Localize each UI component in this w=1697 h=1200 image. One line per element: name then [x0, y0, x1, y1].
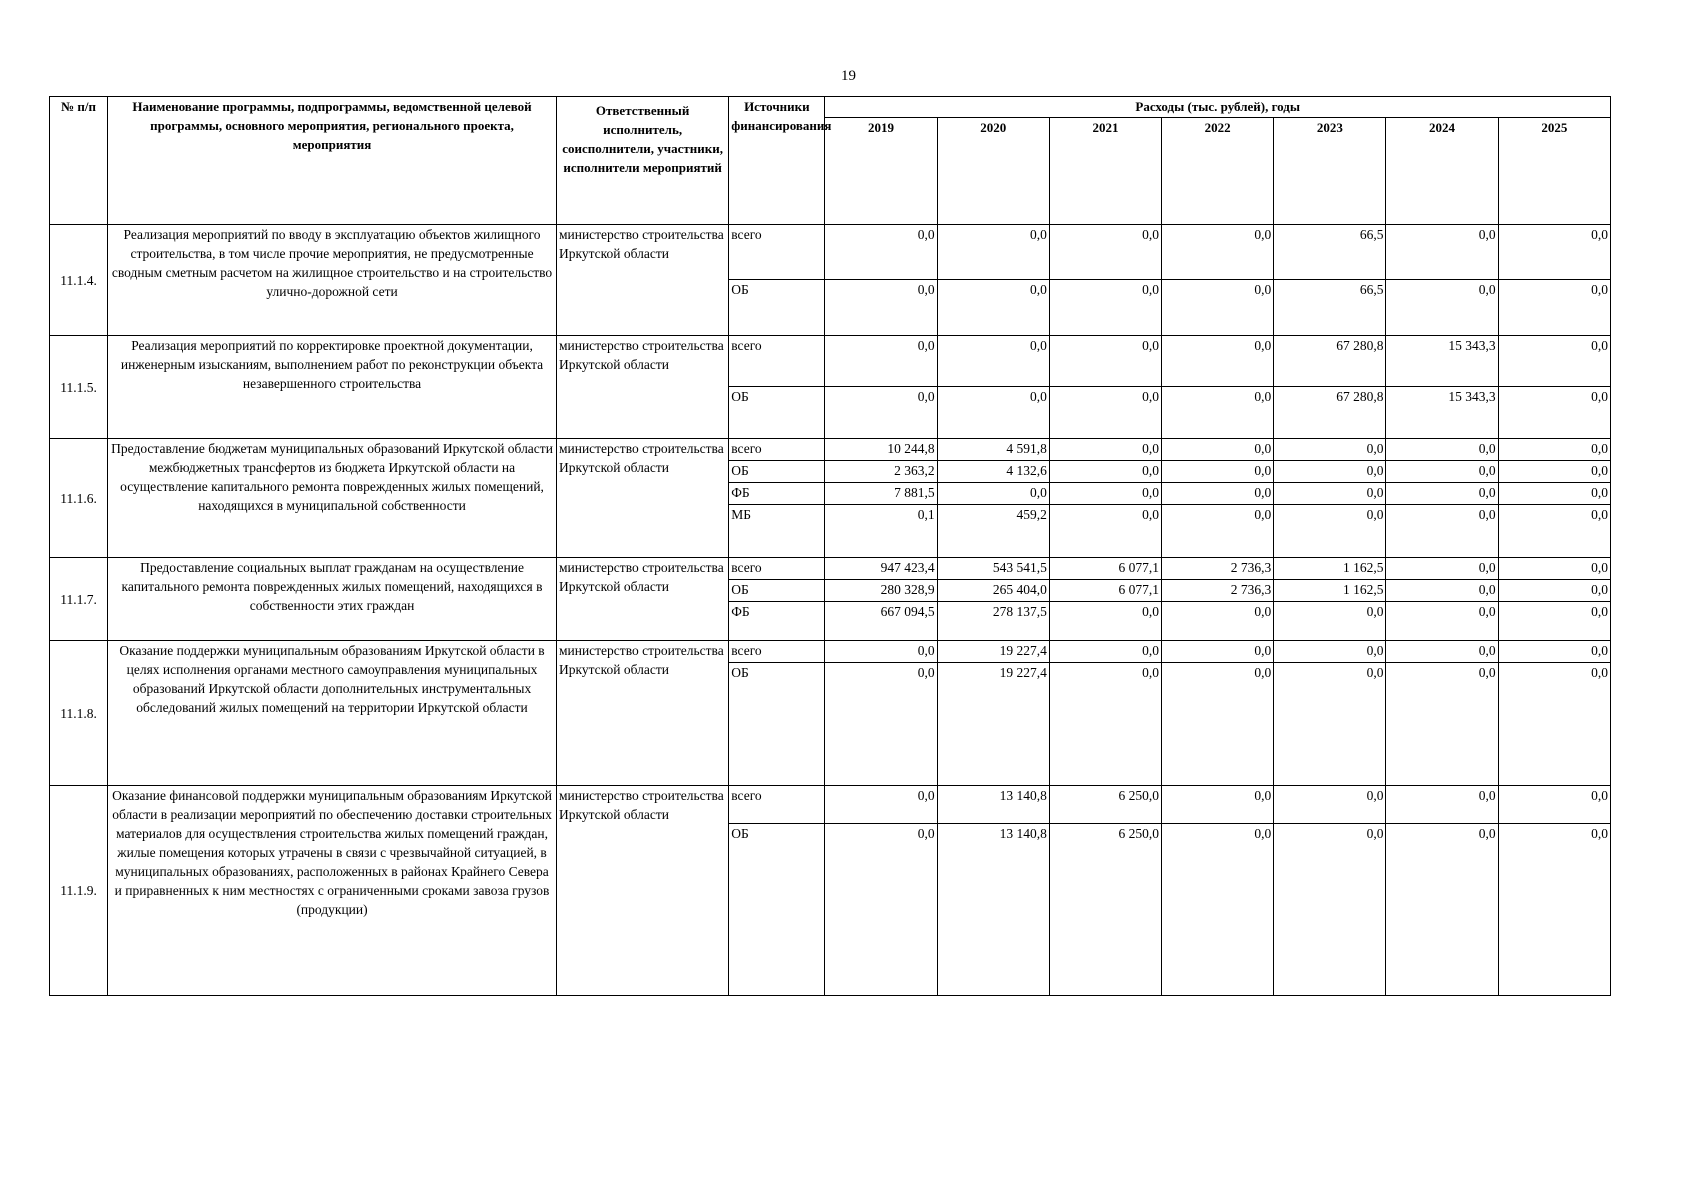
expense-value-2021: 0,0	[1049, 280, 1161, 336]
expense-value-2022: 0,0	[1162, 461, 1274, 483]
budget-table	[49, 96, 1611, 996]
funding-source: ОБ	[729, 387, 825, 439]
expense-value-2021: 0,0	[1049, 602, 1161, 641]
expense-value-2021: 6 077,1	[1049, 558, 1161, 580]
expense-value-2025: 0,0	[1498, 387, 1610, 439]
funding-source: ОБ	[729, 580, 825, 602]
expense-value-2022: 0,0	[1162, 483, 1274, 505]
header-year: 2019	[825, 118, 937, 225]
expense-value-2019: 2 363,2	[825, 461, 937, 483]
expense-value-2023: 1 162,5	[1274, 580, 1386, 602]
header-year: 2024	[1386, 118, 1498, 225]
expense-value-2022: 0,0	[1162, 641, 1274, 663]
expense-value-2023: 0,0	[1274, 505, 1386, 558]
header-name: Наименование программы, подпрограммы, ведомственной целевой программы, основного мероприятия, регионального проекта, мероприятия	[108, 97, 557, 225]
expense-value-2024: 0,0	[1386, 280, 1498, 336]
expense-value-2021: 6 250,0	[1049, 786, 1161, 824]
row-number: 11.1.8.	[50, 641, 108, 786]
expense-value-2022: 0,0	[1162, 225, 1274, 280]
expense-value-2025: 0,0	[1498, 663, 1610, 786]
activity-name: Оказание поддержки муниципальным образованиям Иркутской области в целях исполнения органами местного самоуправления муниципальных образований Иркутской области дополнительных инструментальных обследований жилых помещений на территории Иркутской области	[108, 641, 557, 786]
header-year: 2021	[1049, 118, 1161, 225]
executor: министерство строительства Иркутской области	[556, 225, 728, 336]
expense-value-2023: 0,0	[1274, 641, 1386, 663]
expense-value-2021: 0,0	[1049, 225, 1161, 280]
expense-value-2025: 0,0	[1498, 439, 1610, 461]
expense-value-2019: 7 881,5	[825, 483, 937, 505]
expense-value-2021: 6 250,0	[1049, 824, 1161, 996]
expense-value-2024: 0,0	[1386, 439, 1498, 461]
expense-value-2022: 0,0	[1162, 505, 1274, 558]
expense-value-2022: 0,0	[1162, 786, 1274, 824]
table-row	[50, 336, 1611, 387]
expense-value-2020: 13 140,8	[937, 824, 1049, 996]
funding-source: всего	[729, 558, 825, 580]
funding-source: ОБ	[729, 824, 825, 996]
expense-value-2022: 0,0	[1162, 280, 1274, 336]
expense-value-2019: 0,1	[825, 505, 937, 558]
expense-value-2024: 0,0	[1386, 580, 1498, 602]
expense-value-2020: 543 541,5	[937, 558, 1049, 580]
expense-value-2025: 0,0	[1498, 558, 1610, 580]
row-number: 11.1.9.	[50, 786, 108, 996]
expense-value-2019: 0,0	[825, 387, 937, 439]
expense-value-2025: 0,0	[1498, 280, 1610, 336]
expense-value-2022: 0,0	[1162, 336, 1274, 387]
expense-value-2025: 0,0	[1498, 602, 1610, 641]
row-number: 11.1.4.	[50, 225, 108, 336]
expense-value-2022: 2 736,3	[1162, 580, 1274, 602]
funding-source: ОБ	[729, 280, 825, 336]
expense-value-2019: 0,0	[825, 663, 937, 786]
expense-value-2019: 0,0	[825, 280, 937, 336]
expense-value-2022: 0,0	[1162, 824, 1274, 996]
expense-value-2025: 0,0	[1498, 786, 1610, 824]
expense-value-2020: 0,0	[937, 483, 1049, 505]
header-year: 2025	[1498, 118, 1610, 225]
expense-value-2023: 67 280,8	[1274, 336, 1386, 387]
activity-name: Реализация мероприятий по корректировке проектной документации, инженерным изысканиям, выполнением работ по реконструкции объекта незавершенного строительства	[108, 336, 557, 439]
expense-value-2025: 0,0	[1498, 580, 1610, 602]
funding-source: всего	[729, 641, 825, 663]
expense-value-2020: 0,0	[937, 336, 1049, 387]
executor: министерство строительства Иркутской области	[556, 439, 728, 558]
expense-value-2019: 280 328,9	[825, 580, 937, 602]
expense-value-2020: 4 591,8	[937, 439, 1049, 461]
expense-value-2024: 15 343,3	[1386, 387, 1498, 439]
expense-value-2024: 0,0	[1386, 602, 1498, 641]
expense-value-2022: 0,0	[1162, 663, 1274, 786]
table-row	[50, 439, 1611, 461]
expense-value-2024: 0,0	[1386, 483, 1498, 505]
expense-value-2024: 0,0	[1386, 225, 1498, 280]
expense-value-2022: 0,0	[1162, 387, 1274, 439]
funding-source: ФБ	[729, 602, 825, 641]
funding-source: ОБ	[729, 461, 825, 483]
funding-source: всего	[729, 786, 825, 824]
expense-value-2019: 0,0	[825, 336, 937, 387]
expense-value-2024: 0,0	[1386, 558, 1498, 580]
expense-value-2019: 947 423,4	[825, 558, 937, 580]
funding-source: ФБ	[729, 483, 825, 505]
expense-value-2022: 0,0	[1162, 602, 1274, 641]
expense-value-2021: 0,0	[1049, 387, 1161, 439]
expense-value-2023: 0,0	[1274, 439, 1386, 461]
funding-source: ОБ	[729, 663, 825, 786]
expense-value-2019: 667 094,5	[825, 602, 937, 641]
expense-value-2023: 67 280,8	[1274, 387, 1386, 439]
expense-value-2020: 0,0	[937, 225, 1049, 280]
expense-value-2020: 278 137,5	[937, 602, 1049, 641]
table-row	[50, 225, 1611, 280]
expense-value-2023: 0,0	[1274, 786, 1386, 824]
expense-value-2019: 0,0	[825, 225, 937, 280]
expense-value-2020: 13 140,8	[937, 786, 1049, 824]
expense-value-2021: 0,0	[1049, 483, 1161, 505]
activity-name: Реализация мероприятий по вводу в эксплуатацию объектов жилищного строительства, в том числе прочие мероприятия, не предусмотренные сводным сметным расчетом на жилищное строительство и на строительство улично-дорожной сети	[108, 225, 557, 336]
expense-value-2019: 0,0	[825, 824, 937, 996]
expense-value-2024: 0,0	[1386, 461, 1498, 483]
expense-value-2025: 0,0	[1498, 641, 1610, 663]
header-year: 2020	[937, 118, 1049, 225]
expense-value-2025: 0,0	[1498, 336, 1610, 387]
expense-value-2024: 0,0	[1386, 505, 1498, 558]
expense-value-2024: 0,0	[1386, 786, 1498, 824]
page-number: 19	[841, 68, 856, 84]
expense-value-2020: 459,2	[937, 505, 1049, 558]
table-body	[50, 225, 1611, 996]
row-number: 11.1.5.	[50, 336, 108, 439]
executor: министерство строительства Иркутской области	[556, 641, 728, 786]
expense-value-2020: 0,0	[937, 387, 1049, 439]
header-year: 2023	[1274, 118, 1386, 225]
expense-value-2021: 0,0	[1049, 505, 1161, 558]
funding-source: всего	[729, 439, 825, 461]
expense-value-2023: 66,5	[1274, 225, 1386, 280]
row-number: 11.1.7.	[50, 558, 108, 641]
funding-source: всего	[729, 336, 825, 387]
funding-source: всего	[729, 225, 825, 280]
expense-value-2025: 0,0	[1498, 225, 1610, 280]
expense-value-2024: 0,0	[1386, 641, 1498, 663]
funding-source: МБ	[729, 505, 825, 558]
expense-value-2024: 15 343,3	[1386, 336, 1498, 387]
expense-value-2025: 0,0	[1498, 505, 1610, 558]
table-row	[50, 641, 1611, 663]
expense-value-2022: 0,0	[1162, 439, 1274, 461]
expense-value-2021: 0,0	[1049, 641, 1161, 663]
header-year: 2022	[1162, 118, 1274, 225]
expense-value-2023: 66,5	[1274, 280, 1386, 336]
expense-value-2021: 0,0	[1049, 439, 1161, 461]
expense-value-2024: 0,0	[1386, 663, 1498, 786]
expense-value-2023: 0,0	[1274, 824, 1386, 996]
header-source: Источники финансирования	[729, 97, 825, 225]
table-row	[50, 786, 1611, 824]
expense-value-2019: 10 244,8	[825, 439, 937, 461]
executor: министерство строительства Иркутской области	[556, 558, 728, 641]
header-executor: Ответственный исполнитель, соисполнители, участники, исполнители мероприятий	[556, 97, 728, 225]
expense-value-2024: 0,0	[1386, 824, 1498, 996]
expense-value-2020: 0,0	[937, 280, 1049, 336]
expense-value-2020: 265 404,0	[937, 580, 1049, 602]
expense-value-2025: 0,0	[1498, 483, 1610, 505]
expense-value-2023: 0,0	[1274, 461, 1386, 483]
expense-value-2021: 0,0	[1049, 663, 1161, 786]
expense-value-2021: 6 077,1	[1049, 580, 1161, 602]
header-num: № п/п	[50, 97, 108, 225]
expense-value-2021: 0,0	[1049, 336, 1161, 387]
table-header	[50, 97, 1611, 225]
activity-name: Предоставление бюджетам муниципальных образований Иркутской области межбюджетных трансфертов из бюджета Иркутской области на осуществление капитального ремонта поврежденных жилых помещений, находящихся в муниципальной собственности	[108, 439, 557, 558]
expense-value-2023: 0,0	[1274, 483, 1386, 505]
executor: министерство строительства Иркутской области	[556, 786, 728, 996]
expense-value-2019: 0,0	[825, 786, 937, 824]
expense-value-2025: 0,0	[1498, 824, 1610, 996]
expense-value-2019: 0,0	[825, 641, 937, 663]
expense-value-2021: 0,0	[1049, 461, 1161, 483]
activity-name: Оказание финансовой поддержки муниципальным образованиям Иркутской области в реализации мероприятий по обеспечению доставки строительных материалов для осуществления строительства жилых помещений граждан, жилые помещения которых утрачены в связи с чрезвычайной ситуацией, в муниципальных образованиях, расположенных в районах Крайнего Севера и приравненных к ним местностях с ограниченными сроками завоза грузов (продукции)	[108, 786, 557, 996]
expense-value-2022: 2 736,3	[1162, 558, 1274, 580]
table-row	[50, 558, 1611, 580]
expense-value-2023: 0,0	[1274, 663, 1386, 786]
expense-value-2020: 19 227,4	[937, 663, 1049, 786]
expense-value-2023: 0,0	[1274, 602, 1386, 641]
header-expenses: Расходы (тыс. рублей), годы	[825, 97, 1611, 118]
expense-value-2025: 0,0	[1498, 461, 1610, 483]
activity-name: Предоставление социальных выплат гражданам на осуществление капитального ремонта поврежденных жилых помещений, находящихся в собственности этих граждан	[108, 558, 557, 641]
expense-value-2020: 19 227,4	[937, 641, 1049, 663]
executor: министерство строительства Иркутской области	[556, 336, 728, 439]
expense-value-2023: 1 162,5	[1274, 558, 1386, 580]
expense-value-2020: 4 132,6	[937, 461, 1049, 483]
row-number: 11.1.6.	[50, 439, 108, 558]
